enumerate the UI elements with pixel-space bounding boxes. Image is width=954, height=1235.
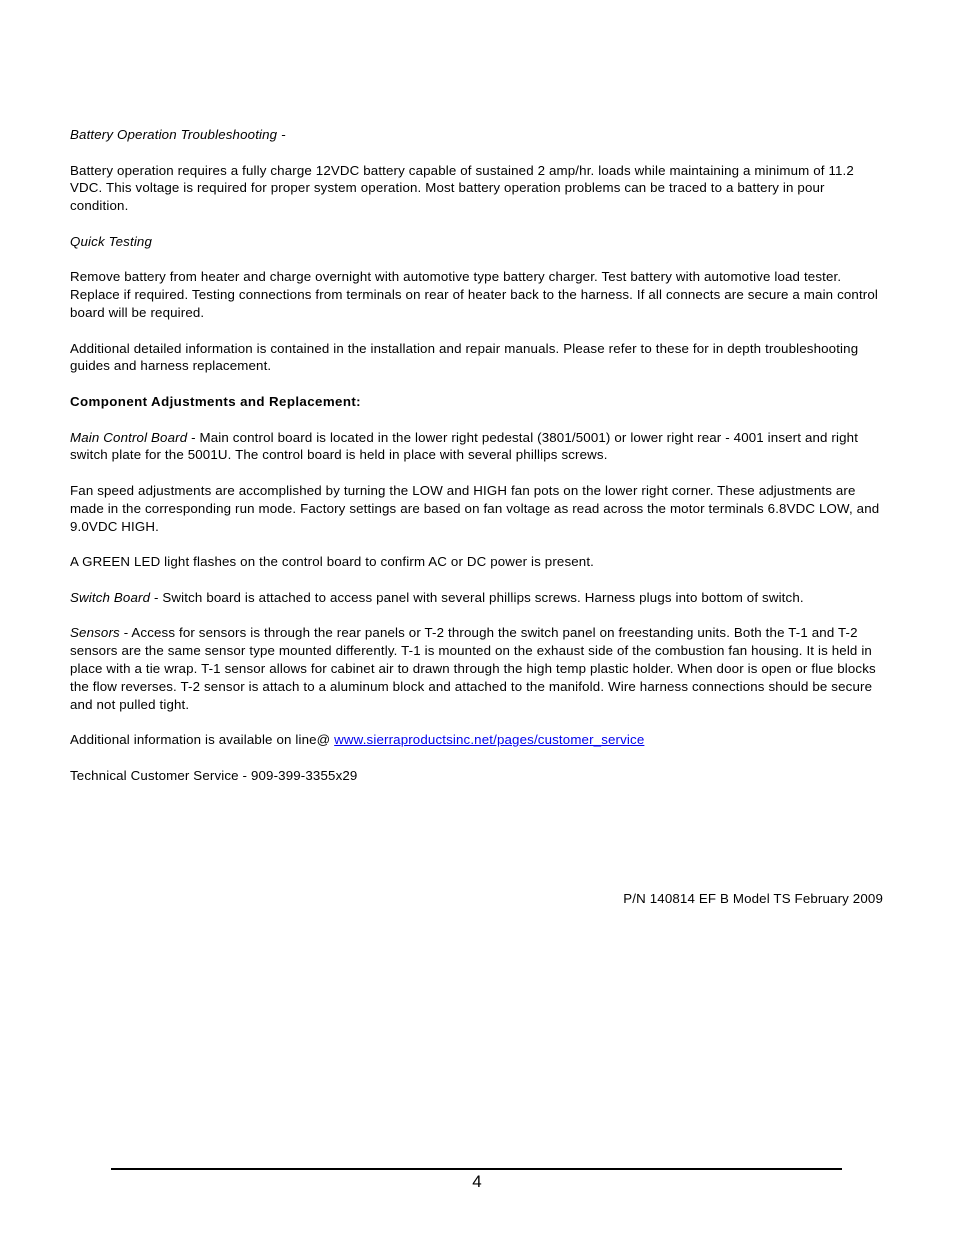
green-led-paragraph: A GREEN LED light flashes on the control board to confirm AC or DC power is present. <box>70 554 595 570</box>
part-number: P/N 140814 EF B Model TS February 2009 <box>623 891 883 906</box>
technical-service-line: Technical Customer Service - 909-399-3355x29 <box>70 767 358 783</box>
battery-heading: Battery Operation Troubleshooting - <box>70 127 286 142</box>
switch-board-paragraph <box>70 589 882 607</box>
sensors-paragraph <box>70 624 882 713</box>
switch-board-text: - Switch board is attached to access panel with several phillips screws. Harness plugs into bottom of switch. <box>150 589 804 605</box>
customer-service-link[interactable]: www.sierraproductsinc.net/pages/customer_service <box>334 732 645 748</box>
online-info-paragraph <box>70 731 882 749</box>
document-body <box>70 126 882 802</box>
main-control-board-label: Main Control Board <box>70 429 188 445</box>
main-control-board-paragraph <box>70 429 882 465</box>
quick-testing-paragraph: Remove battery from heater and charge overnight with automotive type battery charger. Test battery with automotive load tester. Replace if required. Testing connections from terminals on rear of heater back to the harness. If all connects are secure a main control board will be required. <box>70 269 879 320</box>
page-number: 4 <box>472 1172 482 1191</box>
sensors-text: - Access for sensors is through the rear panels or T-2 through the switch panel on freestanding units. Both the T-1 and T-2 sensors are the same sensor type mounted differently. T-1 is mounted on the exhaust side of the combustion fan housing. It is held in place with a tie wrap. T-1 sensor allows for cabinet air to drawn through the high temp plastic holder. When door is open or flue blocks the flow reverses. T-2 sensor is attach to a aluminum block and attached to the manifold. Wire harness connections should be secure and not pulled tight. <box>70 625 876 712</box>
sensors-label: Sensors <box>70 625 120 641</box>
switch-board-label: Switch Board <box>70 589 151 605</box>
fan-speed-paragraph: Fan speed adjustments are accomplished by turning the LOW and HIGH fan pots on the lower right corner. These adjustments are made in the corresponding run mode. Factory settings are based on fan voltage as read across the motor terminals 6.8VDC LOW, and 9.0VDC HIGH. <box>70 482 880 534</box>
online-info-prefix: Additional information is available on line@ <box>70 732 335 748</box>
main-control-board-text: - Main control board is located in the lower right pedestal (3801/5001) or lower right rear - 4001 insert and right switch plate for the 5001U. The control board is held in place with several phillips screws. <box>70 429 859 463</box>
battery-paragraph: Battery operation requires a fully charge 12VDC battery capable of sustained 2 amp/hr. loads while maintaining a minimum of 11.2 VDC. This voltage is required for proper system operation. Most battery operation problems can be traced to a battery in pour condition. <box>70 162 854 214</box>
footer-divider <box>111 1168 842 1170</box>
quick-testing-heading: Quick Testing <box>70 233 153 249</box>
components-heading: Component Adjustments and Replacement: <box>70 393 362 409</box>
additional-info-paragraph: Additional detailed information is contained in the installation and repair manuals. Please refer to these for in depth troubleshooting guides and harness replacement. <box>70 340 859 374</box>
